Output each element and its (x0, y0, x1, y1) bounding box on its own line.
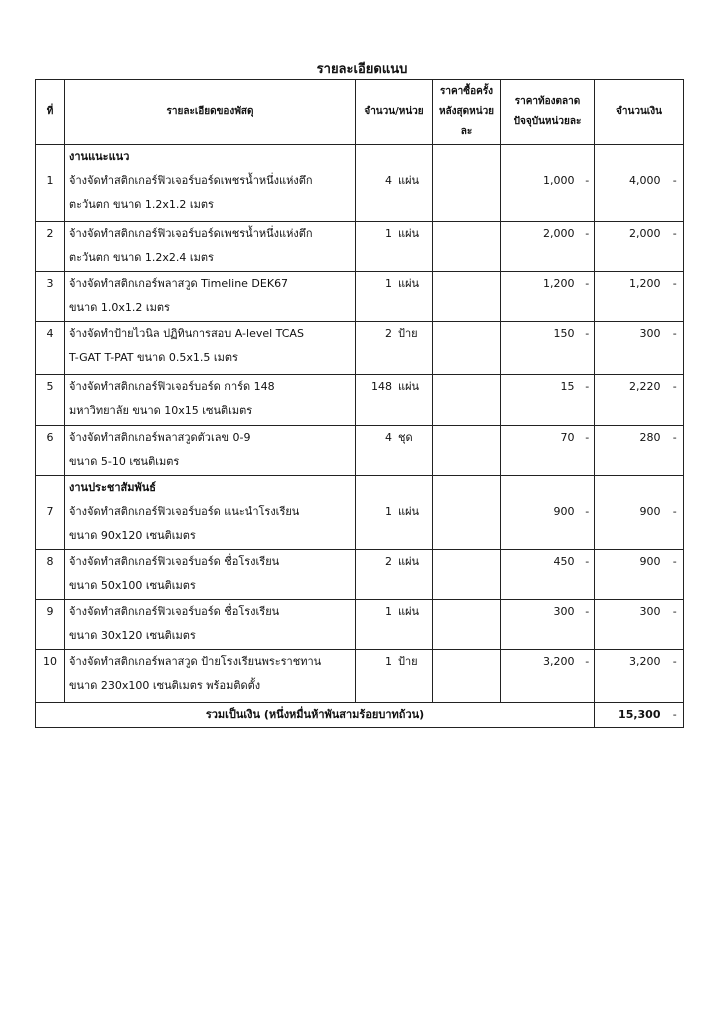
header-last-price-line2: หลังสุดหน่วยละ (438, 106, 495, 137)
row-amount-dash: - (667, 145, 684, 222)
row-last-price (433, 375, 501, 426)
description-line: จ้างจัดทำสติกเกอร์พลาสวูด Timeline DEK67 (69, 277, 289, 290)
total-label: รวมเป็นเงิน (หนึ่งหมื่นห้าพันสามร้อยบาทถ้วน) (36, 703, 595, 728)
row-unit-price: 70 (501, 426, 581, 476)
row-number: 8 (36, 550, 65, 600)
category-heading: งานแนะแนว (69, 150, 130, 163)
row-amount-dash: - (667, 272, 684, 322)
row-unit-price-dash: - (581, 145, 595, 222)
description-line: มหาวิทยาลัย ขนาด 10x15 เซนติเมตร (69, 404, 253, 417)
row-unit-price-dash: - (581, 550, 595, 600)
header-last-price (433, 80, 501, 145)
row-amount-dash: - (667, 600, 684, 650)
description-line: จ้างจัดทำสติกเกอร์ฟิวเจอร์บอร์ด การ์ด 148 (69, 380, 275, 393)
header-market-price-line1: ราคาท้องตลาด (514, 96, 581, 107)
detail-table-container (35, 79, 683, 728)
header-detail: รายละเอียดของพัสดุ (65, 80, 356, 145)
row-unit: แผ่น (398, 380, 420, 393)
header-market-price-line2: ปัจจุบันหน่วยละ (513, 116, 582, 127)
total-value: 15,300 (595, 703, 667, 728)
row-description (65, 550, 356, 600)
row-amount: 4,000 (595, 145, 667, 222)
row-description (65, 426, 356, 476)
row-amount-dash: - (667, 322, 684, 375)
description-line: ตะวันตก ขนาด 1.2x1.2 เมตร (69, 198, 214, 211)
row-description (65, 145, 356, 222)
row-qty: 4 (385, 174, 392, 187)
row-unit-price: 2,000 (501, 222, 581, 272)
row-qty-unit (356, 322, 433, 375)
row-amount: 1,200 (595, 272, 667, 322)
row-unit: ป้าย (398, 327, 418, 340)
row-unit-price-dash: - (581, 322, 595, 375)
row-description (65, 222, 356, 272)
row-description (65, 600, 356, 650)
row-last-price (433, 650, 501, 703)
description-line: จ้างจัดทำสติกเกอร์ฟิวเจอร์บอร์ดเพชรน้ำหนึ่งแห่งตึก (69, 174, 313, 187)
row-last-price (433, 322, 501, 375)
page-title: รายละเอียดแนบ (316, 62, 408, 77)
row-number: 6 (36, 426, 65, 476)
row-unit: แผ่น (398, 277, 420, 290)
description-line: ขนาด 1.0x1.2 เมตร (69, 301, 170, 314)
row-unit: แผ่น (398, 174, 420, 187)
row-description (65, 375, 356, 426)
row-qty: 1 (385, 277, 392, 290)
description-line: จ้างจัดทำสติกเกอร์ฟิวเจอร์บอร์ด ชื่อโรงเรียน (69, 555, 280, 568)
total-row (36, 703, 684, 728)
header-last-price-line1: ราคาซื้อครั้ง (439, 86, 494, 97)
row-unit-price-dash: - (581, 375, 595, 426)
row-last-price (433, 145, 501, 222)
row-unit-price: 1,000 (501, 145, 581, 222)
row-amount: 300 (595, 322, 667, 375)
row-amount: 3,200 (595, 650, 667, 703)
row-unit-price-dash: - (581, 600, 595, 650)
table-row (36, 650, 684, 703)
row-unit-price-dash: - (581, 650, 595, 703)
row-unit: แผ่น (398, 605, 420, 618)
description-line: จ้างจัดทำสติกเกอร์ฟิวเจอร์บอร์ด ชื่อโรงเรียน (69, 605, 280, 618)
row-number: 2 (36, 222, 65, 272)
description-line: จ้างจัดทำสติกเกอร์พลาสวูด ป้ายโรงเรียนพระราชทาน (69, 655, 322, 668)
row-qty-unit (356, 272, 433, 322)
row-qty: 1 (385, 505, 392, 518)
table-header-row (36, 80, 684, 145)
row-qty: 4 (385, 431, 392, 444)
description-line: จ้างจัดทำสติกเกอร์ฟิวเจอร์บอร์ด แนะนำโรงเรียน (69, 505, 300, 518)
table-row (36, 476, 684, 550)
category-heading: งานประชาสัมพันธ์ (69, 481, 156, 494)
row-last-price (433, 272, 501, 322)
row-unit-price: 300 (501, 600, 581, 650)
row-qty-unit (356, 375, 433, 426)
description-line: จ้างจัดทำสติกเกอร์ฟิวเจอร์บอร์ดเพชรน้ำหนึ่งแห่งตึก (69, 227, 313, 240)
row-unit-price-dash: - (581, 222, 595, 272)
row-unit-price: 900 (501, 476, 581, 550)
table-row (36, 426, 684, 476)
description-line: ขนาด 50x100 เซนติเมตร (69, 579, 196, 592)
row-unit-price: 15 (501, 375, 581, 426)
table-row (36, 222, 684, 272)
row-qty: 1 (385, 655, 392, 668)
description-line: ขนาด 90x120 เซนติเมตร (69, 529, 196, 542)
table-row (36, 375, 684, 426)
header-qty-unit: จำนวน/หน่วย (356, 80, 433, 145)
detail-table (35, 79, 684, 728)
row-qty: 1 (385, 605, 392, 618)
description-line: T-GAT T-PAT ขนาด 0.5x1.5 เมตร (69, 351, 238, 364)
table-body (36, 145, 684, 703)
row-amount: 2,220 (595, 375, 667, 426)
row-qty-unit (356, 426, 433, 476)
description-line: จ้างจัดทำสติกเกอร์พลาสวูดตัวเลข 0-9 (69, 431, 251, 444)
description-line: จ้างจัดทำป้ายไวนิล ปฏิทินการสอบ A-level TCAS (69, 327, 304, 340)
row-unit: แผ่น (398, 555, 420, 568)
row-amount: 900 (595, 550, 667, 600)
row-number: 3 (36, 272, 65, 322)
row-number: 5 (36, 375, 65, 426)
row-description (65, 650, 356, 703)
row-unit-price: 450 (501, 550, 581, 600)
table-row (36, 550, 684, 600)
row-amount-dash: - (667, 426, 684, 476)
row-last-price (433, 426, 501, 476)
row-unit-price-dash: - (581, 476, 595, 550)
row-qty: 1 (385, 227, 392, 240)
row-unit: ชุด (398, 431, 413, 444)
row-number: 10 (36, 650, 65, 703)
row-qty-unit (356, 476, 433, 550)
row-unit: แผ่น (398, 227, 420, 240)
total-dash: - (667, 703, 684, 728)
row-unit-price: 150 (501, 322, 581, 375)
row-number: 7 (36, 476, 65, 550)
row-amount-dash: - (667, 375, 684, 426)
row-unit: แผ่น (398, 505, 420, 518)
row-last-price (433, 222, 501, 272)
row-unit-price: 1,200 (501, 272, 581, 322)
row-amount-dash: - (667, 222, 684, 272)
row-qty: 2 (385, 327, 392, 340)
row-amount: 900 (595, 476, 667, 550)
row-amount: 300 (595, 600, 667, 650)
row-amount: 2,000 (595, 222, 667, 272)
table-row (36, 600, 684, 650)
row-last-price (433, 476, 501, 550)
row-unit: ป้าย (398, 655, 418, 668)
row-unit-price-dash: - (581, 272, 595, 322)
row-amount-dash: - (667, 476, 684, 550)
row-amount-dash: - (667, 650, 684, 703)
row-qty-unit (356, 650, 433, 703)
row-last-price (433, 550, 501, 600)
row-description (65, 322, 356, 375)
row-last-price (433, 600, 501, 650)
row-qty-unit (356, 145, 433, 222)
header-market-price (501, 80, 595, 145)
table-row (36, 272, 684, 322)
header-amount: จำนวนเงิน (595, 80, 684, 145)
row-qty-unit (356, 222, 433, 272)
row-number: 1 (36, 145, 65, 222)
description-line: ขนาด 30x120 เซนติเมตร (69, 629, 196, 642)
row-unit-price: 3,200 (501, 650, 581, 703)
row-number: 4 (36, 322, 65, 375)
description-line: ตะวันตก ขนาด 1.2x2.4 เมตร (69, 251, 214, 264)
row-qty-unit (356, 550, 433, 600)
row-qty: 2 (385, 555, 392, 568)
table-row (36, 322, 684, 375)
table-row (36, 145, 684, 222)
description-line: ขนาด 5-10 เซนติเมตร (69, 455, 180, 468)
description-line: ขนาด 230x100 เซนติเมตร พร้อมติดตั้ง (69, 679, 261, 692)
row-amount: 280 (595, 426, 667, 476)
row-description (65, 476, 356, 550)
row-qty-unit (356, 600, 433, 650)
header-no: ที่ (36, 80, 65, 145)
row-description (65, 272, 356, 322)
row-qty: 148 (371, 380, 392, 393)
row-number: 9 (36, 600, 65, 650)
row-amount-dash: - (667, 550, 684, 600)
row-unit-price-dash: - (581, 426, 595, 476)
